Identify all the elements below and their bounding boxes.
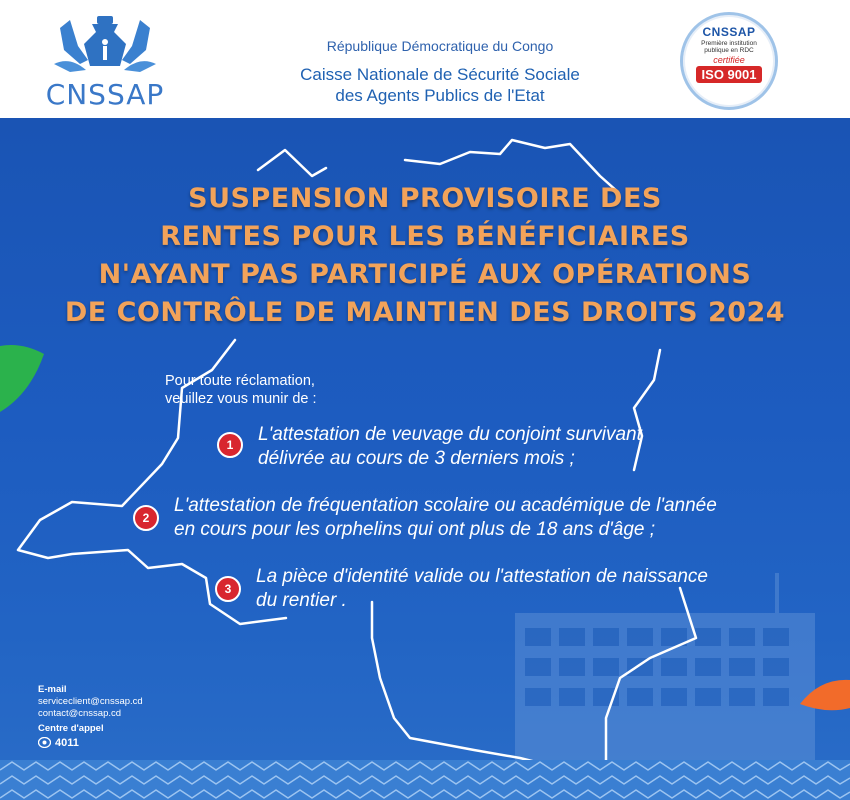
contact-block <box>38 684 143 749</box>
intro-line-2: veuillez vous munir de : <box>165 391 317 407</box>
call-center-label: Centre d'appel <box>38 723 104 734</box>
headline-line-1: SUSPENSION PROVISOIRE DES <box>188 183 662 214</box>
item-number-2: 2 <box>133 505 159 531</box>
item-1-line-1: L'attestation de veuvage du conjoint survivant <box>258 424 642 445</box>
iso-certification-badge <box>680 12 778 110</box>
requirement-item-1 <box>258 423 642 471</box>
org-name-line2: des Agents Publics de l'Etat <box>335 86 545 105</box>
cnssap-emblem-icon <box>40 14 170 80</box>
decorative-border-pattern <box>0 760 850 800</box>
headline-line-4: DE CONTRÔLE DE MAINTIEN DES DROITS 2024 <box>64 297 786 328</box>
country-name: République Démocratique du Congo <box>326 38 554 54</box>
logo-text: CNSSAP <box>45 78 165 111</box>
intro-text <box>165 372 317 408</box>
main-panel <box>0 118 850 800</box>
organization-block <box>240 38 640 106</box>
email-contact[interactable]: contact@cnssap.cd <box>38 708 122 719</box>
item-number-3: 3 <box>215 576 241 602</box>
requirement-item-2 <box>174 494 717 542</box>
headline-line-2: RENTES POUR LES BÉNÉFICIAIRES <box>160 221 690 252</box>
email-label: E-mail <box>38 684 67 695</box>
headline <box>40 180 810 332</box>
item-3-line-1: La pièce d'identité valide ou l'attestation de naissance <box>256 566 708 587</box>
cnssap-logo <box>40 14 170 112</box>
header <box>0 0 850 118</box>
item-3-line-2: du rentier . <box>256 590 347 611</box>
email-service[interactable]: serviceclient@cnssap.cd <box>38 696 143 707</box>
item-2-line-1: L'attestation de fréquentation scolaire ou académique de l'année <box>174 495 717 516</box>
phone-row[interactable] <box>38 737 143 749</box>
item-1-line-2: délivrée au cours de 3 derniers mois ; <box>258 448 575 469</box>
headline-line-3: N'AYANT PAS PARTICIPÉ AUX OPÉRATIONS <box>98 259 752 290</box>
item-number-1: 1 <box>217 432 243 458</box>
requirement-item-3 <box>256 565 708 613</box>
intro-line-1: Pour toute réclamation, <box>165 373 315 389</box>
badge-subtitle: Première institution publique en RDC <box>701 40 757 54</box>
phone-number: 4011 <box>55 737 79 749</box>
badge-name: CNSSAP <box>702 25 756 39</box>
item-2-line-2: en cours pour les orphelins qui ont plus de 18 ans d'âge ; <box>174 519 656 540</box>
orange-leaf <box>800 680 850 710</box>
phone-icon <box>38 737 51 748</box>
org-name-line1: Caisse Nationale de Sécurité Sociale <box>300 65 580 84</box>
badge-iso: ISO 9001 <box>696 66 763 83</box>
badge-certified: certifiée <box>713 55 745 65</box>
green-leaf <box>0 345 44 412</box>
